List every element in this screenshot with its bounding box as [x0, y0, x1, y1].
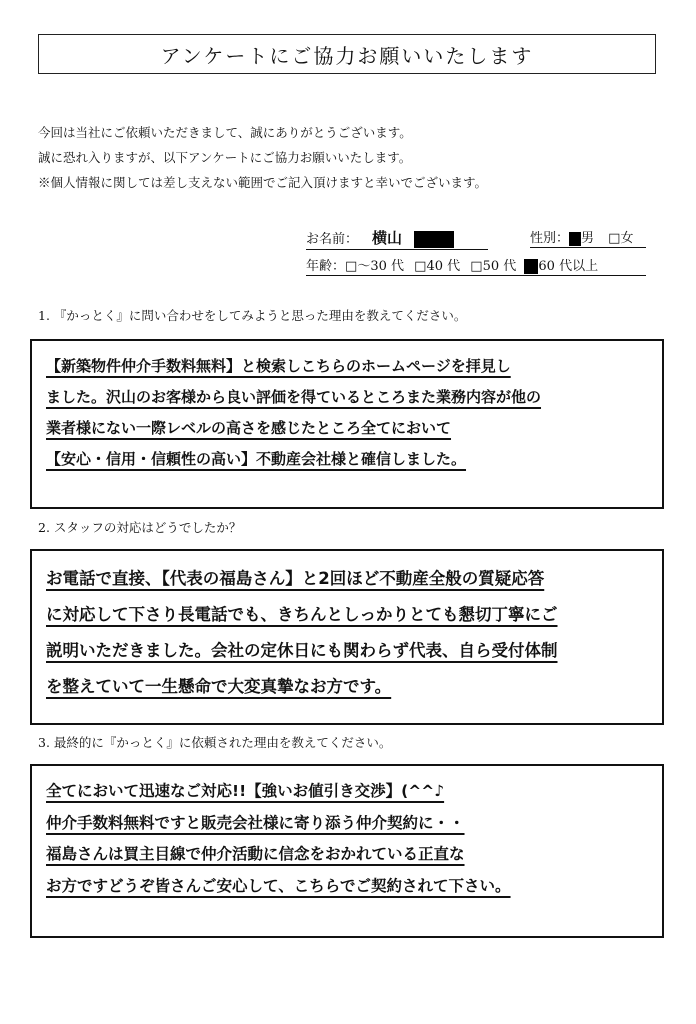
intro-text [38, 120, 658, 195]
answer-line: 業者様にない一際レベルの高さを感じたところ全てにおいて [46, 419, 452, 437]
name-value: 横山 [372, 229, 403, 247]
survey-title: アンケートにご協力お願いいたします [38, 34, 656, 74]
intro-line: 誠に恐れ入りますが、以下アンケートにご協力お願いいたします。 [38, 150, 412, 165]
name-redaction [414, 231, 454, 248]
age-checkbox-3: □ [470, 259, 483, 274]
gender-male-label: 男 [581, 231, 595, 246]
answer-line: お方ですどうぞ皆さんご安心して、こちらでご契約されて下さい。 [46, 876, 511, 895]
age-checkbox-1: □ [345, 259, 358, 274]
gender-male-checked-box [569, 232, 581, 246]
age-field [306, 255, 646, 276]
gender-field [530, 227, 646, 248]
answer-line: 【新築物件仲介手数料無料】と検索しこちらのホームページを拝見し [46, 357, 511, 375]
answer-box-1 [30, 339, 664, 509]
question-1: 1. 『かっとく』に問い合わせをしてみようと思った理由を教えてください。 [38, 308, 467, 323]
answer-line: 仲介手数料無料ですと販売会社様に寄り添う仲介契約に・・ [46, 813, 465, 832]
gender-label: 性別： [530, 231, 570, 246]
age-option-3: 50 代 [482, 259, 517, 274]
intro-line: ※個人情報に関しては差し支えない範囲でご記入頂けますと幸いでございます。 [38, 175, 488, 190]
gender-female-label: 女 [620, 231, 634, 246]
question-2: 2. スタッフの対応はどうでしたか？ [38, 520, 242, 535]
answer-line: お電話で直接、【代表の福島さん】と2回ほど不動産全般の質疑応答 [46, 569, 545, 588]
answer-box-2 [30, 549, 664, 725]
name-field [306, 227, 488, 250]
answer-line: 【安心・信用・信頼性の高い】不動産会社様と確信しました。 [46, 450, 467, 468]
answer-line: 説明いただきました。会社の定休日にも関わらず代表、自ら受付体制 [46, 641, 558, 660]
intro-line: 今回は当社にご依頼いただきまして、誠にありがとうございます。 [38, 125, 412, 140]
answer-line: を整えていて一生懸命で大変真摯なお方です。 [46, 677, 392, 696]
age-label: 年齢： [306, 259, 346, 274]
answer-line: に対応して下さり長電話でも、きちんとしっかりとても懇切丁寧にご [46, 605, 558, 624]
name-label: お名前： [306, 232, 359, 247]
age-option-4: 60 代以上 [538, 259, 599, 274]
answer-line: ました。沢山のお客様から良い評価を得ているところまた業務内容が他の [46, 388, 542, 406]
age-option-1: ～30 代 [357, 259, 404, 274]
age-checkbox-2: □ [414, 259, 427, 274]
age-option-2: 40 代 [426, 259, 461, 274]
answer-line: 全てにおいて迅速なご対応!!【強いお値引き交渉】(^^♪ [46, 782, 445, 800]
gender-female-checkbox: □ [608, 231, 621, 246]
answer-line: 福島さんは買主目線で仲介活動に信念をおかれている正直な [46, 845, 465, 863]
age-checked-box [524, 259, 538, 274]
question-3: 3. 最終的に『かっとく』に依頼された理由を教えてください。 [38, 735, 392, 750]
answer-box-3 [30, 764, 664, 938]
